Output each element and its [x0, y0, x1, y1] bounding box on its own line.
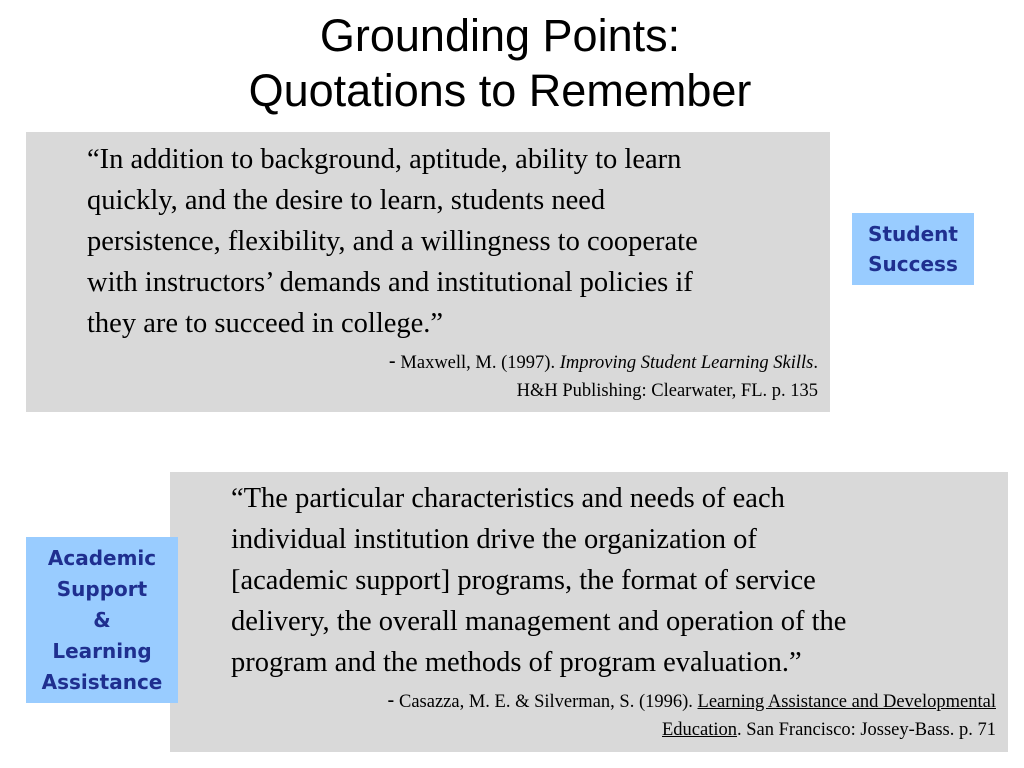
quote-text [87, 139, 827, 344]
title-line-2: Quotations to Remember [248, 65, 752, 116]
tag-line: Success [868, 252, 958, 276]
quote-line: they are to succeed in college.” [87, 308, 444, 339]
citation [387, 687, 996, 744]
citation-line-2 [387, 716, 996, 744]
quote-line: quickly, and the desire to learn, students need [87, 185, 606, 216]
tag-line: Learning [52, 638, 152, 663]
tag-line: Support [56, 576, 148, 601]
slide-title [0, 8, 1000, 118]
citation-book-title-part2: Education [662, 720, 738, 740]
tag-line: Academic [47, 545, 157, 570]
citation-line-1 [387, 687, 996, 716]
citation-publisher: . San Francisco: Jossey-Bass. p. 71 [737, 720, 996, 740]
citation-author: Maxwell, M. (1997). [400, 353, 560, 373]
tag-line: & [93, 607, 111, 632]
citation [389, 348, 818, 405]
quote-box-maxwell [26, 132, 830, 412]
quote-line: delivery, the overall management and operation of the [231, 606, 847, 637]
citation-period: . [813, 353, 818, 373]
citation-book-title-part1: Learning Assistance and Developmental [697, 692, 996, 712]
tag-line: Student [868, 222, 958, 246]
quote-line: with instructors’ demands and institutional policies if [87, 267, 693, 298]
quote-box-casazza [170, 472, 1008, 752]
quote-line: [academic support] programs, the format of service [231, 565, 816, 596]
student-success-tag [852, 213, 974, 285]
quote-line: persistence, flexibility, and a willingness to cooperate [87, 226, 698, 257]
citation-author: Casazza, M. E. & Silverman, S. (1996). [399, 692, 698, 712]
quote-line: individual institution drive the organization of [231, 524, 757, 555]
academic-support-tag [26, 537, 178, 703]
quote-text [231, 478, 1001, 683]
quote-line: “In addition to background, aptitude, ability to learn [87, 144, 682, 175]
title-line-1: Grounding Points: [319, 10, 681, 61]
tag-line: Assistance [41, 669, 163, 694]
quote-line: “The particular characteristics and needs of each [231, 483, 785, 514]
citation-line-1 [389, 348, 818, 377]
citation-dash: - [388, 350, 396, 373]
quote-line: program and the methods of program evaluation.” [231, 647, 802, 678]
citation-book-title: Improving Student Learning Skills [559, 353, 814, 373]
citation-line-2: H&H Publishing: Clearwater, FL. p. 135 [516, 381, 818, 401]
citation-dash: - [387, 689, 395, 712]
